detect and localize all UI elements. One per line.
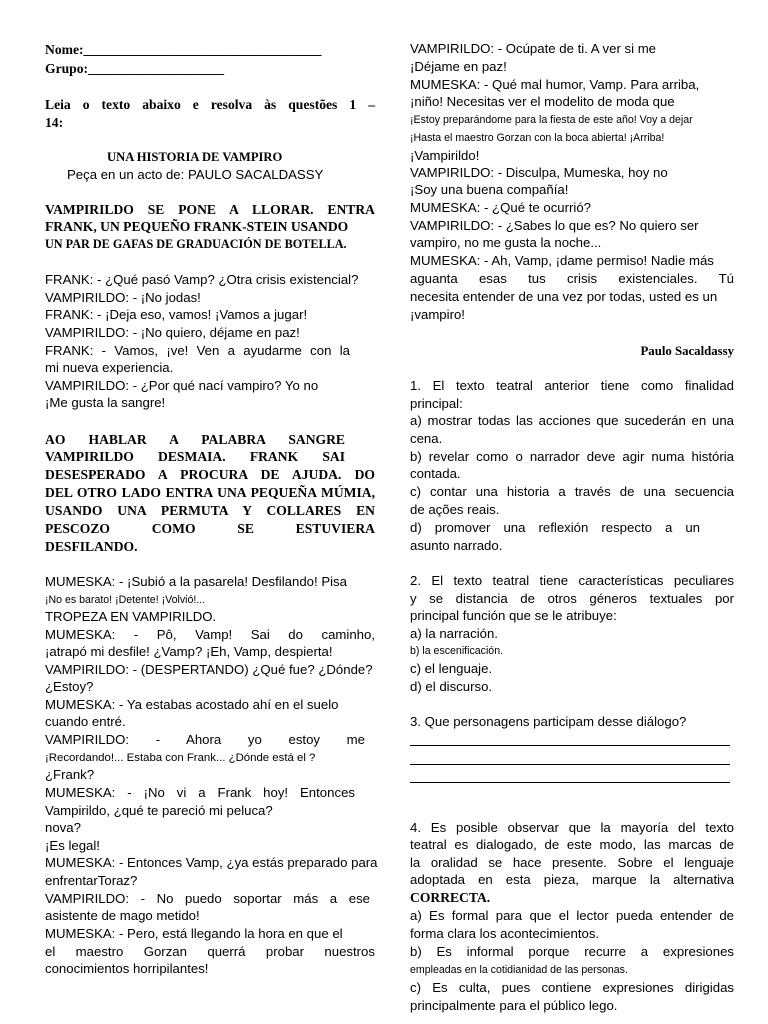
dialogue-line: MUMESKA: - Pô, Vamp! Sai do caminho, — [45, 627, 375, 642]
dialogue-line: ¿Estoy? — [45, 679, 94, 694]
dialogue-line: Vampirildo, ¿qué te pareció mi peluca? — [45, 803, 273, 818]
option-line: a) la narración. — [410, 626, 498, 641]
dialogue-line: ¡Soy una buena compañía! — [410, 182, 569, 197]
dialogue-line: ¿Frank? — [45, 767, 95, 782]
play-title: UNA HISTORIA DE VAMPIRO — [107, 150, 283, 164]
option-line: empleadas en la cotidianidad de las personas. — [410, 964, 628, 976]
dialogue-line: MUMESKA: - Pero, está llegando la hora en que el — [45, 926, 343, 941]
dialogue-line: FRANK: - ¡Deja eso, vamos! ¡Vamos a jugar! — [45, 307, 308, 322]
option-line: c) Es culta, pues contiene expresiones dirigidas — [410, 980, 734, 995]
dialogue-line: ¡Es legal! — [45, 838, 100, 853]
answer-line[interactable] — [410, 764, 730, 765]
dialogue-line: ¡Déjame en paz! — [410, 59, 507, 74]
instruction-line: 14: — [45, 115, 64, 130]
dialogue-line: VAMPIRILDO: - Disculpa, Mumeska, hoy no — [410, 165, 668, 180]
question-stem: 4. Es posible observar que la mayoría del texto — [410, 820, 734, 835]
stage-direction-line: VAMPIRILDO DESMAIA. FRANK SAI — [45, 449, 345, 464]
stage-direction-line: VAMPIRILDO SE PONE A LLORAR. ENTRA — [45, 202, 375, 217]
name-field[interactable]: Nome:___________________________________ — [45, 42, 322, 57]
option-line: asunto narrado. — [410, 538, 503, 553]
dialogue-line: asistente de mago metido! — [45, 908, 200, 923]
option-line: c) contar una historia a través de una secuencia — [410, 484, 734, 499]
question-stem: principal: — [410, 396, 463, 411]
dialogue-line: ¡Vampirildo! — [410, 148, 480, 163]
option-line: c) el lenguaje. — [410, 661, 493, 676]
option-line: b) Es informal porque recurre a expresiones — [410, 944, 734, 959]
option-line: principalmente para el público lego. — [410, 998, 618, 1013]
question-stem: 2. El texto teatral tiene características peculiares — [410, 573, 734, 588]
question-stem: 3. Que personagens participam desse diálogo? — [410, 714, 687, 729]
question-stem: principal función que se le atribuye: — [410, 608, 617, 623]
play-subtitle: Peça en un acto de: PAULO SACALDASSY — [67, 167, 324, 182]
dialogue-line: MUMESKA: - Entonces Vamp, ¿ya estás preparado para — [45, 855, 378, 870]
dialogue-line: VAMPIRILDO: - No puedo soportar más a ese — [45, 891, 370, 906]
dialogue-line: ¡Hasta el maestro Gorzan con la boca abierta! ¡Arriba! — [410, 132, 665, 144]
dialogue-line: VAMPIRILDO: - Ahora yo estoy me — [45, 732, 365, 747]
dialogue-line: nova? — [45, 820, 81, 835]
question-stem: 1. El texto teatral anterior tiene como finalidad — [410, 378, 734, 393]
dialogue-line: cuando entré. — [45, 714, 126, 729]
dialogue-line: ¡Me gusta la sangre! — [45, 395, 166, 410]
author-signature: Paulo Sacaldassy — [640, 344, 734, 358]
dialogue-line: VAMPIRILDO: - ¡No quiero, déjame en paz! — [45, 325, 300, 340]
question-emphasis: CORRECTA. — [410, 890, 491, 905]
stage-direction-line: DESESPERADO A PROCURA DE AJUDA. DO — [45, 467, 375, 482]
dialogue-line: ¡atrapó mi desfile! ¿Vamp? ¡Eh, Vamp, despierta! — [45, 644, 333, 659]
dialogue-line: aguanta esas tus crisis existenciales. Tú — [410, 271, 734, 286]
dialogue-line: FRANK: - Vamos, ¡ve! Ven a ayudarme con la — [45, 343, 350, 358]
dialogue-line: VAMPIRILDO: - ¿Sabes lo que es? No quiero ser — [410, 218, 699, 233]
dialogue-line: MUMESKA: - Qué mal humor, Vamp. Para arriba, — [410, 77, 700, 92]
stage-direction-line: PESCOZO COMO SE ESTUVIERA — [45, 521, 375, 536]
dialogue-line: MUMESKA: - ¿Qué te ocurrió? — [410, 200, 592, 215]
dialogue-line: MUMESKA: - Ah, Vamp, ¡dame permiso! Nadie más — [410, 253, 714, 268]
dialogue-line: el maestro Gorzan querrá probar nuestros — [45, 944, 375, 959]
option-line: b) revelar como o narrador deve agir numa história — [410, 449, 734, 464]
dialogue-line: ¡niño! Necesitas ver el modelito de moda que — [410, 94, 675, 109]
dialogue-line: enfrentarToraz? — [45, 873, 138, 888]
option-line: a) mostrar todas las acciones que sucederán en una — [410, 413, 734, 428]
dialogue-line: ¡No es barato! ¡Detente! ¡Volvió!... — [45, 594, 206, 606]
option-line: b) la escenificación. — [410, 645, 504, 657]
dialogue-line: ¡Recordando!... Estaba con Frank... ¿Dónde está el ? — [45, 752, 316, 764]
question-stem: y se distancia de otros géneros textuales por — [410, 591, 734, 606]
dialogue-line: VAMPIRILDO: - (DESPERTANDO) ¿Qué fue? ¿Dónde? — [45, 662, 373, 677]
dialogue-line: TROPEZA EN VAMPIRILDO. — [45, 609, 217, 624]
dialogue-line: conocimientos horripilantes! — [45, 961, 209, 976]
stage-direction-line: DESFILANDO. — [45, 539, 138, 554]
option-line: d) promover una reflexión respecto a un — [410, 520, 700, 535]
dialogue-line: VAMPIRILDO: - Ocúpate de ti. A ver si me — [410, 41, 657, 56]
stage-direction-line: UN PAR DE GAFAS DE GRADUACIÓN DE BOTELLA. — [45, 237, 347, 251]
stage-direction-line: FRANK, UN PEQUEÑO FRANK-STEIN USANDO — [45, 219, 349, 234]
stage-direction-line: AO HABLAR A PALABRA SANGRE — [45, 432, 345, 447]
dialogue-line: VAMPIRILDO: - ¡No jodas! — [45, 290, 201, 305]
option-line: de ações reais. — [410, 502, 500, 517]
dialogue-line: FRANK: - ¿Qué pasó Vamp? ¿Otra crisis existencial? — [45, 272, 359, 287]
instruction-line: Leia o texto abaixo e resolva às questões 1 – — [45, 97, 375, 112]
stage-direction-line: DEL OTRO LADO ENTRA UNA PEQUEÑA MÚMIA, — [45, 485, 375, 500]
dialogue-line: ¡Estoy preparándome para la fiesta de este año! Voy a dejar — [410, 114, 693, 126]
dialogue-line: necesita entender de una vez por todas, usted es un — [410, 289, 718, 304]
dialogue-line: MUMESKA: - ¡No vi a Frank hoy! Entonces — [45, 785, 355, 800]
stage-direction-line: USANDO UNA PERMUTA Y COLLARES EN — [45, 503, 375, 518]
dialogue-line: ¡vampiro! — [410, 307, 465, 322]
dialogue-line: vampiro, no me gusta la noche... — [410, 235, 602, 250]
question-stem: la oralidad se hace presente. Sobre el lenguaje — [410, 855, 734, 870]
group-field[interactable]: Grupo:____________________ — [45, 61, 224, 76]
dialogue-line: mi nueva experiencia. — [45, 360, 174, 375]
option-line: d) el discurso. — [410, 679, 493, 694]
answer-line[interactable] — [410, 782, 730, 783]
dialogue-line: MUMESKA: - ¡Subió a la pasarela! Desfilando! Pisa — [45, 574, 347, 589]
option-line: contada. — [410, 466, 461, 481]
question-stem: adoptada en esta pieza, marque la alternativa — [410, 872, 734, 887]
answer-line[interactable] — [410, 745, 730, 746]
option-line: cena. — [410, 431, 443, 446]
option-line: a) Es formal para que el lector pueda entender de — [410, 908, 734, 923]
dialogue-line: MUMESKA: - Ya estabas acostado ahí en el suelo — [45, 697, 339, 712]
option-line: forma clara los acontecimientos. — [410, 926, 600, 941]
question-stem: teatral es dialogado, de este modo, las marcas de — [410, 837, 734, 852]
dialogue-line: VAMPIRILDO: - ¿Por qué nací vampiro? Yo no — [45, 378, 319, 393]
